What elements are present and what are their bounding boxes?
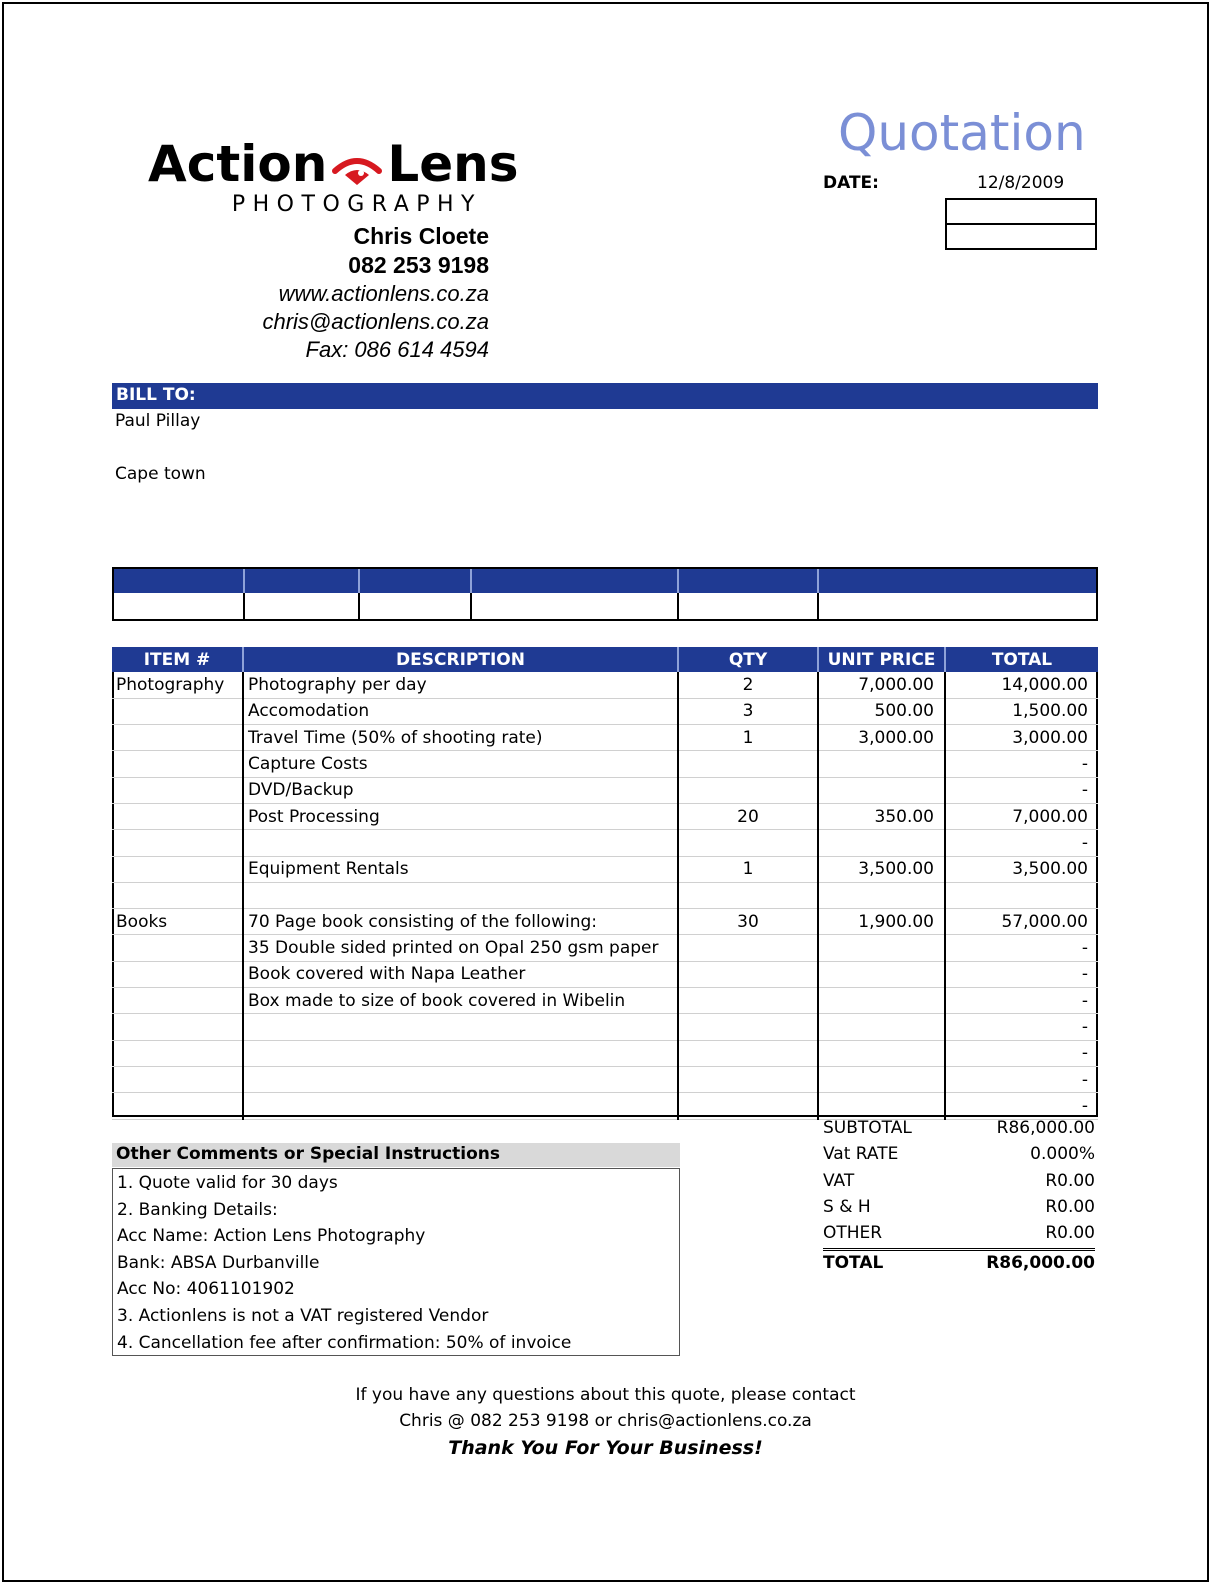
date-value[interactable]: 12/8/2009	[977, 173, 1065, 193]
comment-line: 3. Actionlens is not a VAT registered Vendor	[117, 1305, 489, 1326]
total-cell[interactable]: 3,500.00	[945, 856, 1098, 882]
comment-line: Acc Name: Action Lens Photography	[117, 1226, 426, 1247]
qty-cell[interactable]: 30	[678, 909, 818, 935]
grand-total-row	[823, 1248, 1095, 1274]
contact-fax: Fax: 086 614 4594	[305, 337, 489, 362]
unit-price-cell[interactable]	[818, 961, 945, 987]
total-cell[interactable]: -	[945, 988, 1098, 1014]
info-grid	[112, 567, 1098, 621]
other-value[interactable]: R0.00	[1045, 1223, 1095, 1244]
total-cell[interactable]: 1,500.00	[945, 698, 1098, 724]
unit-price-cell[interactable]: 500.00	[818, 698, 945, 724]
item-cell[interactable]	[112, 1014, 243, 1040]
unit-price-cell[interactable]	[818, 1014, 945, 1040]
item-cell[interactable]	[112, 830, 243, 856]
item-cell[interactable]	[112, 777, 243, 803]
description-cell[interactable]: Post Processing	[243, 803, 678, 829]
unit-price-cell[interactable]	[818, 882, 945, 908]
vat-rate-label: Vat RATE	[823, 1144, 899, 1165]
date-field-box-2[interactable]	[945, 223, 1097, 250]
bill-to-header: BILL TO:	[112, 383, 1098, 409]
grid-divider	[470, 569, 472, 593]
table-row	[112, 751, 1098, 777]
item-cell[interactable]	[112, 961, 243, 987]
thank-you-message: Thank You For Your Business!	[448, 1437, 763, 1459]
qty-cell[interactable]	[678, 935, 818, 961]
table-row	[112, 909, 1098, 935]
table-row	[112, 672, 1098, 698]
table-row	[112, 1040, 1098, 1066]
sh-value[interactable]: R0.00	[1045, 1197, 1095, 1218]
unit-price-cell[interactable]	[818, 1066, 945, 1092]
other-label: OTHER	[823, 1223, 883, 1244]
footer-line-1: If you have any questions about this quote, please contact	[355, 1385, 856, 1405]
total-cell[interactable]: -	[945, 935, 1098, 961]
other-row	[823, 1220, 1095, 1246]
table-row	[112, 725, 1098, 751]
grid-divider	[358, 569, 360, 593]
subtotal-value: R86,000.00	[996, 1118, 1095, 1139]
contact-phone: 082 253 9198	[348, 252, 489, 278]
unit-price-cell[interactable]: 3,000.00	[818, 725, 945, 751]
total-cell[interactable]: 57,000.00	[945, 909, 1098, 935]
sh-label: S & H	[823, 1197, 871, 1218]
vat-label: VAT	[823, 1170, 855, 1191]
unit-price-cell[interactable]	[818, 751, 945, 777]
total-cell[interactable]: -	[945, 777, 1098, 803]
grid-divider	[470, 593, 472, 619]
sh-row	[823, 1194, 1095, 1220]
description-cell[interactable]: DVD/Backup	[243, 777, 678, 803]
item-cell[interactable]	[112, 935, 243, 961]
item-cell[interactable]	[112, 856, 243, 882]
vat-rate-value[interactable]: 0.000%	[1030, 1144, 1095, 1165]
total-cell[interactable]: -	[945, 1093, 1098, 1119]
logo-wordmark	[148, 135, 519, 193]
qty-cell[interactable]	[678, 961, 818, 987]
grand-total-value: R86,000.00	[986, 1253, 1095, 1274]
description-cell[interactable]: 35 Double sided printed on Opal 250 gsm paper	[243, 935, 678, 961]
col-unit-price: UNIT PRICE	[818, 647, 945, 672]
grid-divider	[677, 569, 679, 593]
unit-price-cell[interactable]: 350.00	[818, 803, 945, 829]
qty-cell[interactable]	[678, 1014, 818, 1040]
info-grid-header	[114, 569, 1096, 593]
grid-divider	[243, 569, 245, 593]
table-row	[112, 830, 1098, 856]
lens-logo-icon	[331, 144, 383, 184]
logo-word-left: Action	[148, 135, 328, 193]
bill-to-name[interactable]: Paul Pillay	[115, 411, 201, 431]
qty-cell[interactable]	[678, 1040, 818, 1066]
qty-cell[interactable]	[678, 1066, 818, 1092]
description-cell[interactable]	[243, 882, 678, 908]
table-row	[112, 882, 1098, 908]
unit-price-cell[interactable]: 1,900.00	[818, 909, 945, 935]
total-cell[interactable]: 7,000.00	[945, 803, 1098, 829]
description-cell[interactable]	[243, 1066, 678, 1092]
total-cell[interactable]: 14,000.00	[945, 672, 1098, 698]
contact-email[interactable]: chris@actionlens.co.za	[262, 309, 489, 334]
comments-box[interactable]	[112, 1168, 680, 1356]
table-row	[112, 698, 1098, 724]
qty-cell[interactable]: 2	[678, 672, 818, 698]
table-row	[112, 961, 1098, 987]
qty-cell[interactable]: 1	[678, 725, 818, 751]
total-cell[interactable]: -	[945, 751, 1098, 777]
item-cell[interactable]	[112, 1066, 243, 1092]
logo-subtitle: PHOTOGRAPHY	[231, 192, 482, 217]
vat-value: R0.00	[1045, 1170, 1095, 1191]
unit-price-cell[interactable]	[818, 988, 945, 1014]
description-cell[interactable]: Box made to size of book covered in Wibelin	[243, 988, 678, 1014]
description-cell[interactable]: Capture Costs	[243, 751, 678, 777]
company-logo	[148, 135, 519, 217]
description-cell[interactable]	[243, 1014, 678, 1040]
unit-price-cell[interactable]	[818, 777, 945, 803]
grid-divider	[817, 569, 819, 593]
comment-line: Acc No: 4061101902	[117, 1279, 295, 1300]
qty-cell[interactable]	[678, 988, 818, 1014]
description-cell[interactable]	[243, 1093, 678, 1119]
total-cell[interactable]: -	[945, 961, 1098, 987]
grid-divider	[358, 593, 360, 619]
qty-cell[interactable]: 1	[678, 856, 818, 882]
date-field-box-1[interactable]	[945, 198, 1097, 225]
item-cell[interactable]	[112, 698, 243, 724]
document-title: Quotation	[838, 104, 1086, 162]
item-cell[interactable]	[112, 882, 243, 908]
col-qty: QTY	[678, 647, 818, 672]
table-row	[112, 935, 1098, 961]
qty-cell[interactable]	[678, 882, 818, 908]
qty-cell[interactable]: 20	[678, 803, 818, 829]
date-label: DATE:	[823, 173, 879, 193]
total-cell[interactable]: -	[945, 1040, 1098, 1066]
logo-word-right: Lens	[387, 135, 519, 193]
grid-divider	[243, 593, 245, 619]
bill-to-city[interactable]: Cape town	[115, 464, 206, 484]
item-cell[interactable]: Books	[112, 909, 243, 935]
description-cell[interactable]: 70 Page book consisting of the following:	[243, 909, 678, 935]
table-row	[112, 856, 1098, 882]
subtotal-label: SUBTOTAL	[823, 1118, 912, 1139]
qty-cell[interactable]	[678, 1093, 818, 1119]
description-cell[interactable]: Photography per day	[243, 672, 678, 698]
unit-price-cell[interactable]	[818, 1040, 945, 1066]
total-cell[interactable]: 3,000.00	[945, 725, 1098, 751]
comments-header: Other Comments or Special Instructions	[112, 1143, 680, 1167]
footer-line-2: Chris @ 082 253 9198 or chris@actionlens.co.za	[399, 1411, 812, 1431]
unit-price-cell[interactable]: 7,000.00	[818, 672, 945, 698]
total-cell[interactable]: -	[945, 1014, 1098, 1040]
table-row	[112, 777, 1098, 803]
unit-price-cell[interactable]: 3,500.00	[818, 856, 945, 882]
item-cell[interactable]	[112, 751, 243, 777]
col-total: TOTAL	[945, 647, 1098, 672]
totals-panel	[823, 1115, 1095, 1275]
item-cell[interactable]: Photography	[112, 672, 243, 698]
qty-cell[interactable]: 3	[678, 698, 818, 724]
subtotal-row	[823, 1115, 1095, 1141]
table-row	[112, 1014, 1098, 1040]
description-cell[interactable]	[243, 1040, 678, 1066]
grand-total-label: TOTAL	[823, 1253, 884, 1274]
grid-divider	[817, 593, 819, 619]
item-cell[interactable]	[112, 803, 243, 829]
qty-cell[interactable]	[678, 830, 818, 856]
description-cell[interactable]: Equipment Rentals	[243, 856, 678, 882]
unit-price-cell[interactable]	[818, 935, 945, 961]
item-cell[interactable]	[112, 1093, 243, 1119]
vat-row	[823, 1168, 1095, 1194]
col-description: DESCRIPTION	[243, 647, 678, 672]
items-table	[112, 647, 1098, 1120]
comment-line: 1. Quote valid for 30 days	[117, 1173, 338, 1193]
table-row	[112, 988, 1098, 1014]
contact-website[interactable]: www.actionlens.co.za	[278, 281, 489, 306]
contact-name: Chris Cloete	[353, 223, 489, 249]
vat-rate-row	[823, 1141, 1095, 1167]
comment-line: 4. Cancellation fee after confirmation: 50% of invoice	[117, 1332, 572, 1353]
qty-cell[interactable]	[678, 777, 818, 803]
total-cell[interactable]: -	[945, 830, 1098, 856]
company-contact	[262, 222, 489, 364]
description-cell[interactable]: Book covered with Napa Leather	[243, 961, 678, 987]
item-cell[interactable]	[112, 725, 243, 751]
description-cell[interactable]: Accomodation	[243, 698, 678, 724]
comment-line: Bank: ABSA Durbanville	[117, 1252, 320, 1273]
col-item: ITEM #	[112, 647, 243, 672]
description-cell[interactable]: Travel Time (50% of shooting rate)	[243, 725, 678, 751]
items-header-row	[112, 647, 1098, 672]
qty-cell[interactable]	[678, 751, 818, 777]
description-cell[interactable]	[243, 830, 678, 856]
comment-line: 2. Banking Details:	[117, 1199, 278, 1220]
total-cell[interactable]: -	[945, 1066, 1098, 1092]
unit-price-cell[interactable]	[818, 830, 945, 856]
grid-divider	[677, 593, 679, 619]
item-cell[interactable]	[112, 988, 243, 1014]
item-cell[interactable]	[112, 1040, 243, 1066]
table-row	[112, 803, 1098, 829]
table-row	[112, 1066, 1098, 1092]
total-cell[interactable]	[945, 882, 1098, 908]
